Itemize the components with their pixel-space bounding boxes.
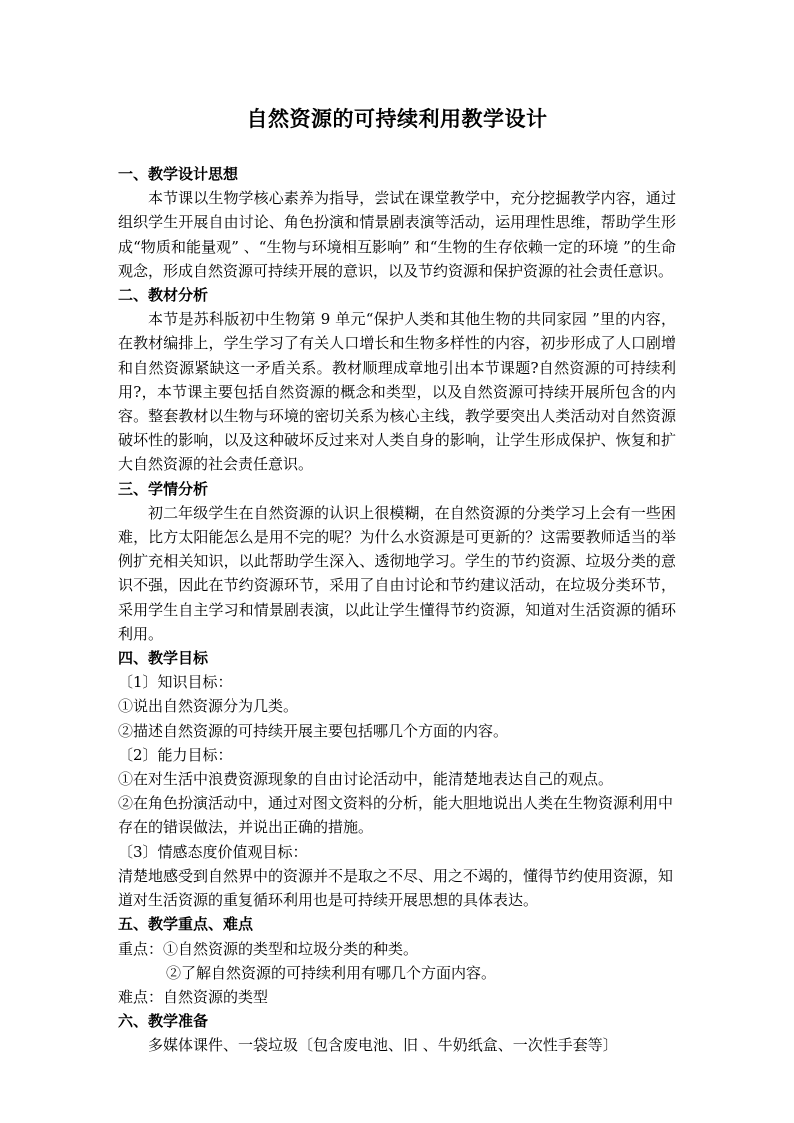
goal-label-knowledge: 〔1〕知识目标：: [118, 673, 233, 692]
paragraph-textbook-analysis: 本节是苏科版初中生物第 9 单元“保护人类和其他生物的共同家园 ”里的内容，在教材编排上，学生学习了有关人口增长和生物多样性的内容，初步形成了人口剧增和自然资源紧缺这一矛盾关系。教材顺理成章地引出本节课题?自然资源的可持续利用?，本节课主要包括自然资源的概念和类型，以及自然资源可持续开展所包含的内容。整套教材以生物与环境的密切关系为核心主线，教学要突出人类活动对自然资源破坏性的影响，以及这种破坏反过来对人类自身的影响，让学生形成保护、恢复和扩大自然资源的社会责任意识。: [118, 310, 676, 474]
goal-label-emotion: 〔3〕情感态度价值观目标：: [118, 842, 308, 861]
section-heading-student-analysis: 三、学情分析: [118, 479, 209, 498]
section-heading-key-points: 五、教学重点、难点: [118, 915, 254, 934]
goal-ability-2: ②在角色扮演活动中，通过对图文资料的分析，能大胆地说出人类在生物资源利用中存在的错误做法，并说出正确的措施。: [118, 794, 674, 837]
section-heading-preparation: 六、教学准备: [118, 1012, 209, 1031]
document-body: [118, 162, 676, 1058]
section-heading-design-idea: 一、教学设计思想: [118, 165, 239, 183]
goal-knowledge-2: ②描述自然资源的可持续开展主要包括哪几个方面的内容。: [118, 721, 509, 740]
paragraph-student-analysis: 初二年级学生在自然资源的认识上很模糊，在自然资源的分类学习上会有一些困难，比方太阳能怎么是用不完的呢？为什么水资源是可更新的？这需要教师适当的举例扩充相关知识，以此帮助学生深入、透彻地学习。学生的节约资源、垃圾分类的意识不强，因此在节约资源环节，采用了自由讨论和节约建议活动，在垃圾分类环节，采用学生自主学习和情景剧表演，以此让学生懂得节约资源，知道对生活资源的循环利用。: [118, 503, 676, 643]
document-title: 自然资源的可持续利用教学设计: [246, 106, 548, 131]
goal-knowledge-1: ①说出自然资源分为几类。: [118, 697, 299, 716]
key-point-1: 重点：①自然资源的类型和垃圾分类的种类。: [118, 939, 419, 958]
difficult-point: 难点：自然资源的类型: [118, 987, 269, 1006]
section-heading-textbook-analysis: 二、教材分析: [118, 286, 209, 305]
paragraph-preparation: 多媒体课件、一袋垃圾〔包含废电池、旧 、牛奶纸盒、一次性手套等〕: [148, 1036, 618, 1055]
key-point-2: ②了解自然资源的可持续利用有哪几个方面内容。: [166, 963, 497, 982]
goal-label-ability: 〔2〕能力目标：: [118, 745, 233, 764]
goal-ability-1: ①在对生活中浪费资源现象的自由讨论活动中，能清楚地表达自己的观点。: [118, 770, 614, 789]
paragraph-design-idea: 本节课以生物学核心素养为指导，尝试在课堂教学中，充分挖掘教学内容，通过组织学生开展自由讨论、角色扮演和情景剧表演等活动，运用理性思维，帮助学生形成“物质和能量观” 、“生物与环境相互影响” 和“生物的生存依赖一定的环境 ”的生命观念，形成自然资源可持续开展的意识，以及节约资源和保护资源的社会责任意识。: [118, 189, 676, 280]
section-heading-teaching-goals: 四、教学目标: [118, 649, 209, 668]
goal-emotion-1: 清楚地感受到自然界中的资源并不是取之不尽、用之不竭的，懂得节约使用资源，知道对生活资源的重复循环利用也是可持续开展思想的具体表达。: [118, 866, 674, 910]
